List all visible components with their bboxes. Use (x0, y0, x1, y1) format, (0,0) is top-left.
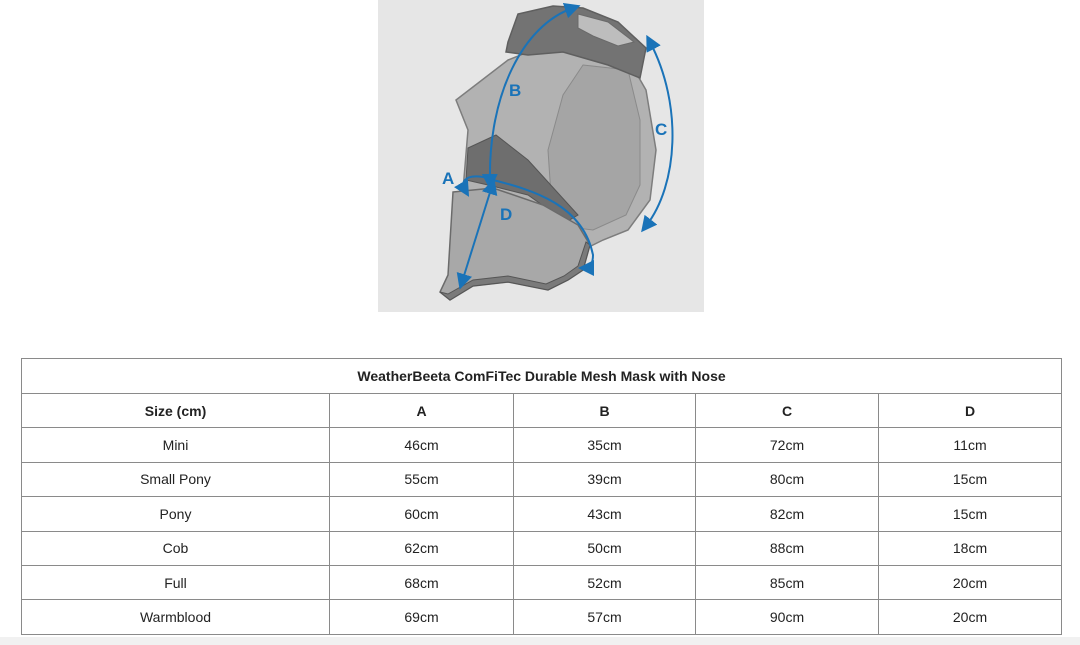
column-header-d: D (879, 394, 1062, 428)
table-cell: 60cm (330, 497, 514, 531)
table-cell: 20cm (879, 565, 1062, 599)
table-row (22, 497, 1062, 531)
table-cell: 85cm (696, 565, 879, 599)
table-cell: 88cm (696, 531, 879, 565)
column-header-b: B (514, 394, 696, 428)
size-chart-table (21, 358, 1062, 635)
column-header-size: Size (cm) (22, 394, 330, 428)
table-row (22, 462, 1062, 496)
table-cell: 46cm (330, 428, 514, 462)
column-header-c: C (696, 394, 879, 428)
table-row (22, 600, 1062, 634)
table-cell: 57cm (514, 600, 696, 634)
table-header-row (22, 394, 1062, 428)
table-row (22, 428, 1062, 462)
table-cell: 52cm (514, 565, 696, 599)
table-row (22, 531, 1062, 565)
table-cell: 39cm (514, 462, 696, 496)
table-cell: Pony (22, 497, 330, 531)
table-cell: 62cm (330, 531, 514, 565)
table-cell: 50cm (514, 531, 696, 565)
table-cell: 20cm (879, 600, 1062, 634)
table-cell: 82cm (696, 497, 879, 531)
table-cell: 11cm (879, 428, 1062, 462)
mask-measurement-diagram (378, 0, 704, 312)
table-cell: 15cm (879, 462, 1062, 496)
table-cell: 90cm (696, 600, 879, 634)
table-cell: Warmblood (22, 600, 330, 634)
table-cell: Mini (22, 428, 330, 462)
table-row (22, 565, 1062, 599)
measure-label-a: A (442, 169, 455, 188)
table-cell: 69cm (330, 600, 514, 634)
column-header-a: A (330, 394, 514, 428)
table-cell: 72cm (696, 428, 879, 462)
table-cell: 55cm (330, 462, 514, 496)
table-cell: 43cm (514, 497, 696, 531)
table-title-row (22, 359, 1062, 394)
measure-label-d: D (500, 205, 513, 224)
table-title: WeatherBeeta ComFiTec Durable Mesh Mask with Nose (22, 359, 1062, 394)
table-cell: 80cm (696, 462, 879, 496)
page-bottom-edge (0, 637, 1080, 645)
table-cell: 35cm (514, 428, 696, 462)
table-cell: 68cm (330, 565, 514, 599)
table-cell: 15cm (879, 497, 1062, 531)
mask-illustration (378, 0, 704, 312)
measure-label-b: B (509, 81, 522, 100)
table-cell: Full (22, 565, 330, 599)
measure-label-c: C (655, 120, 668, 139)
table-cell: Small Pony (22, 462, 330, 496)
table-cell: Cob (22, 531, 330, 565)
table-cell: 18cm (879, 531, 1062, 565)
